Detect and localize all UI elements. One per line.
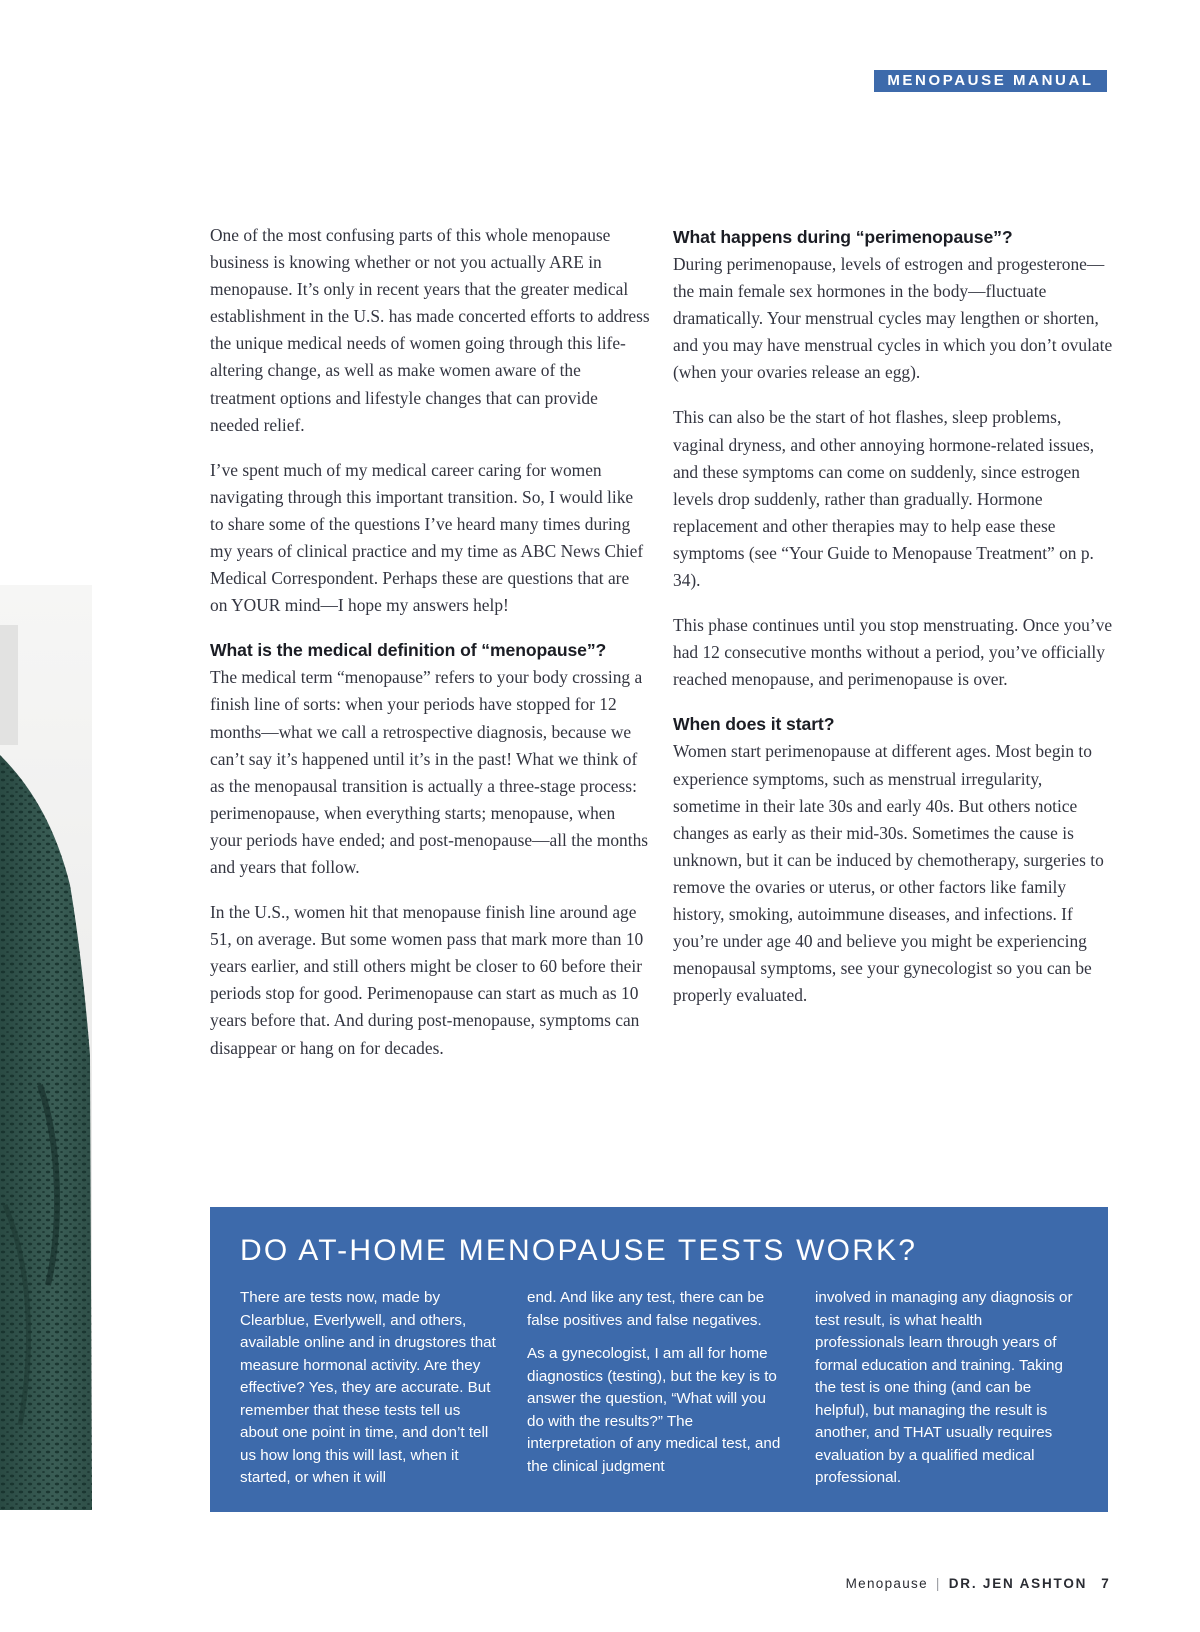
footer-author: DR. JEN ASHTON <box>948 1576 1088 1591</box>
left-column <box>210 222 650 1080</box>
answer-paragraph: During perimenopause, levels of estrogen and progesterone—the main female sex hormones in the body—fluctuate dramatically. Your menstrual cycles may lengthen or shorten, and you may have menstrual cycles in which you don’t ovulate (when your ovaries release an egg). <box>673 254 1113 383</box>
footer-section-name: Menopause <box>845 1576 928 1591</box>
page-footer <box>846 1576 1110 1591</box>
question-heading-when-start: When does it start? <box>673 714 835 735</box>
question-heading-menopause-definition: What is the medical definition of “menopause”? <box>210 640 607 661</box>
cover-photo-strip <box>0 585 92 1510</box>
page-number: 7 <box>1101 1576 1110 1591</box>
sidebar-title: DO AT-HOME MENOPAUSE TESTS WORK? <box>240 1234 918 1267</box>
sidebar-column-3 <box>815 1287 1073 1501</box>
sidebar-column-2 <box>527 1287 785 1489</box>
answer-paragraph: This phase continues until you stop menstruating. Once you’ve had 12 consecutive months without a period, you’ve officially reached menopause, and perimenopause is over. <box>673 615 1113 690</box>
sidebar-paragraph: There are tests now, made by Clearblue, Everlywell, and others, available online and in drugstores that measure hormonal activity. Are they effective? Yes, they are accurate. But remember that these tests tell us about one point in time, and don’t tell us how long this will last, when it started, or when it will <box>240 1289 496 1486</box>
intro-paragraph-2: I’ve spent much of my medical career caring for women navigating through this important transition. So, I would like to share some of the questions I’ve heard many times during my years of clinical practice and my time as ABC News Chief Medical Correspondent. Perhaps these are questions that are on YOUR mind—I hope my answers help! <box>210 459 644 616</box>
footer-separator: | <box>935 1576 941 1591</box>
section-tag: MENOPAUSE MANUAL <box>874 70 1107 92</box>
right-column <box>673 224 1113 1027</box>
dress-photo <box>0 585 92 1510</box>
answer-paragraph: The medical term “menopause” refers to your body crossing a finish line of sorts: when your periods have stopped for 12 months—what we call a retrospective diagnosis, because we can’t say it’s happened until it’s in the past! What we think of as the menopausal transition is actually a three-stage process: perimenopause, when everything starts; menopause, when your periods have ended; and post-menopause—all the months and years that follow. <box>210 667 649 877</box>
intro-paragraph-1: One of the most confusing parts of this whole menopause business is knowing whether or not you actually ARE in menopause. It’s only in recent years that the greater medical establishment in the U.S. has made concerted efforts to address the unique medical needs of women going through this life-altering change, as well as make women aware of the treatment options and lifestyle changes that can provide needed relief. <box>210 225 650 435</box>
at-home-tests-sidebar <box>210 1207 1108 1512</box>
question-heading-perimenopause: What happens during “perimenopause”? <box>673 227 1013 247</box>
sidebar-column-1 <box>240 1287 498 1501</box>
answer-paragraph: Women start perimenopause at different ages. Most begin to experience symptoms, such as menstrual irregularity, sometime in their late 30s and early 40s. But others notice changes as early as their mid-30s. Sometimes the cause is unknown, but it can be induced by chemotherapy, surgeries to remove the ovaries or uterus, or other factors like family history, smoking, autoimmune diseases, and infections. If you’re under age 40 and believe you might be experiencing menopausal symptoms, see your gynecologist so you can be properly evaluated. <box>673 741 1104 1006</box>
sidebar-paragraph: involved in managing any diagnosis or test result, is what health professionals learn through years of formal education and training. Taking the test is one thing (and can be helpful), but managing the result is another, and THAT usually requires evaluation by a qualified medical professional. <box>815 1289 1073 1486</box>
sidebar-paragraph: As a gynecologist, I am all for home diagnostics (testing), but the key is to answer the question, “What will you do with the results?” The interpretation of any medical test, and the clinical judgment <box>527 1345 781 1475</box>
sidebar-paragraph: end. And like any test, there can be false positives and false negatives. <box>527 1289 765 1329</box>
answer-paragraph: This can also be the start of hot flashes, sleep problems, vaginal dryness, and other annoying hormone-related issues, and these symptoms can come on suddenly, since estrogen levels drop suddenly, rather than gradually. Hormone replacement and other therapies may to help ease these symptoms (see “Your Guide to Menopause Treatment” on p. 34). <box>673 407 1095 591</box>
answer-paragraph: In the U.S., women hit that menopause finish line around age 51, on average. But some women pass that mark more than 10 years earlier, and still others might be closer to 60 before their periods stop for good. Perimenopause can start as much as 10 years before that. And during post-menopause, symptoms can disappear or hang on for decades. <box>210 902 644 1058</box>
